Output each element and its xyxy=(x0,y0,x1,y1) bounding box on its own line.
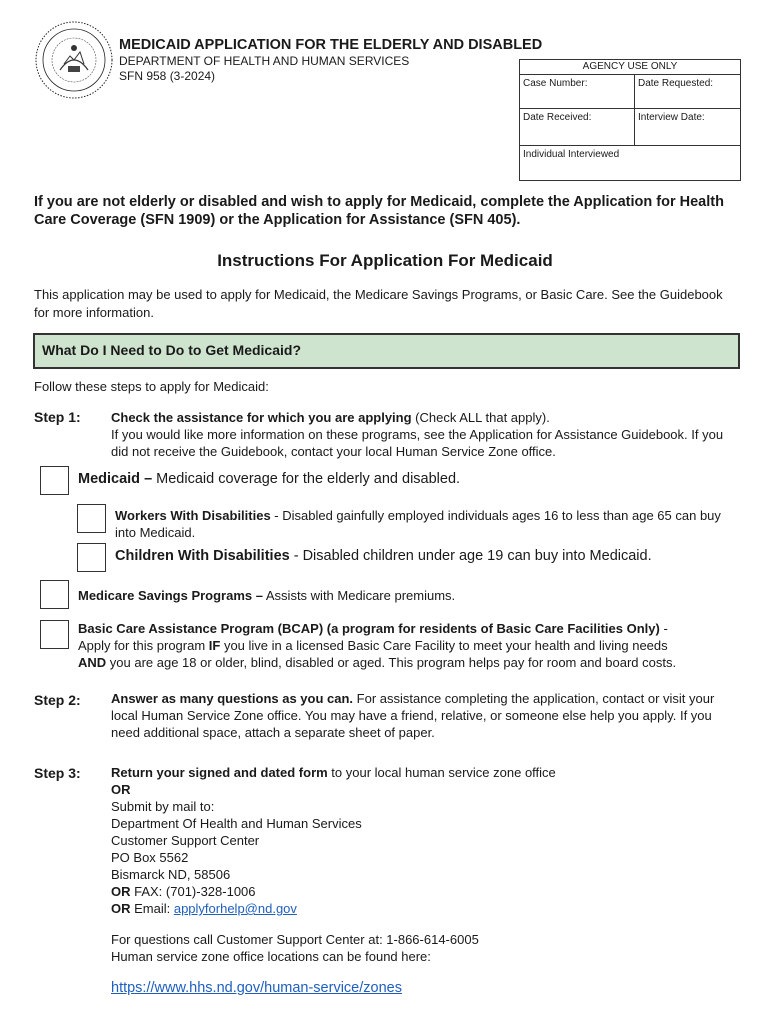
medicaid-option xyxy=(78,471,460,488)
zone-locations-text: Human service zone office locations can be found here: xyxy=(111,949,431,964)
bcap-text-b: you live in a licensed Basic Care Facility to meet your health and living needs xyxy=(220,638,668,653)
address-line-1: Department Of Health and Human Services xyxy=(111,816,362,831)
bcap-checkbox[interactable] xyxy=(40,620,69,649)
step-3-bold: Return your signed and dated form xyxy=(111,765,328,780)
step-2-label: Step 2: xyxy=(34,692,81,708)
section-bar-title: What Do I Need to Do to Get Medicaid? xyxy=(42,342,301,358)
medicare-savings-option xyxy=(78,587,455,604)
bcap-option-name: Basic Care Assistance Program (BCAP) (a program for residents of Basic Care Facilities Only) xyxy=(78,621,660,636)
or-3: OR xyxy=(111,901,131,916)
step-3-label: Step 3: xyxy=(34,765,81,781)
medicaid-option-name: Medicaid – xyxy=(78,471,153,487)
medicaid-option-desc: Medicaid coverage for the elderly and disabled. xyxy=(152,471,461,487)
state-seal-logo xyxy=(34,20,114,100)
agency-use-table xyxy=(519,59,741,181)
instructions-title: Instructions For Application For Medicaid xyxy=(217,251,553,270)
or-2: OR xyxy=(111,884,131,899)
eligibility-warning: If you are not elderly or disabled and wish to apply for Medicaid, complete the Application for Health Care Coverage (SFN 1909) or the Application for Assistance (SFN 405). xyxy=(34,194,724,228)
step-2-bold: Answer as many questions as you can. xyxy=(111,691,354,706)
address-line-3: PO Box 5562 xyxy=(111,850,189,865)
bcap-dash: - xyxy=(659,621,668,636)
bcap-and: AND xyxy=(78,655,107,670)
bcap-text-c: you are age 18 or older, blind, disabled or aged. This program helps pay for room and board costs. xyxy=(106,655,677,670)
zones-url-link[interactable]: https://www.hhs.nd.gov/human-service/zones xyxy=(111,980,402,996)
children-option-name: Children With Disabilities xyxy=(115,548,290,564)
workers-disabilities-option xyxy=(115,507,725,541)
address-line-2: Customer Support Center xyxy=(111,833,260,848)
medicaid-checkbox[interactable] xyxy=(40,466,69,495)
msp-option-name: Medicare Savings Programs – xyxy=(78,588,263,603)
workers-disabilities-checkbox[interactable] xyxy=(77,504,106,533)
intro-text: This application may be used to apply for Medicaid, the Medicare Savings Programs, or Basic Care. See the Guidebook for more information. xyxy=(34,287,723,320)
step-1-rest: (Check ALL that apply). xyxy=(411,410,550,425)
contact-info xyxy=(111,931,731,965)
step-1-label: Step 1: xyxy=(34,409,81,425)
medicare-savings-checkbox[interactable] xyxy=(40,580,69,609)
address-line-4: Bismarck ND, 58506 xyxy=(111,867,231,882)
email-link[interactable]: applyforhelp@nd.gov xyxy=(173,901,297,916)
date-received-field[interactable]: Date Received: xyxy=(520,109,635,146)
step-1-text xyxy=(111,409,731,460)
bcap-option xyxy=(78,620,728,671)
email-label: Email: xyxy=(130,901,174,916)
children-option-desc: - Disabled children under age 19 can buy into Medicaid. xyxy=(289,548,652,564)
form-title: MEDICAID APPLICATION FOR THE ELDERLY AND DISABLED xyxy=(119,37,543,53)
date-requested-field[interactable]: Date Requested: xyxy=(635,75,741,109)
workers-option-name: Workers With Disabilities xyxy=(115,508,271,523)
agency-heading: AGENCY USE ONLY xyxy=(520,60,741,75)
step-2-text xyxy=(111,690,731,741)
step-2-rest: For assistance completing the application, contact or visit your local Human Service Zone office. You may have a friend, relative, or someone else help you apply. If you need additional space, attach a separate sheet of paper. xyxy=(111,691,715,740)
mail-instruction: Submit by mail to: xyxy=(111,799,215,814)
department-name: DEPARTMENT OF HEALTH AND HUMAN SERVICES xyxy=(119,54,410,68)
or-1: OR xyxy=(111,782,131,797)
step-1-bold: Check the assistance for which you are applying xyxy=(111,410,412,425)
children-disabilities-checkbox[interactable] xyxy=(77,543,106,572)
msp-option-desc: Assists with Medicare premiums. xyxy=(262,588,456,603)
interview-date-field[interactable]: Interview Date: xyxy=(635,109,741,146)
questions-phone: For questions call Customer Support Center at: 1-866-614-6005 xyxy=(111,932,479,947)
step-3-text xyxy=(111,764,731,917)
workers-option-desc: - Disabled gainfully employed individuals ages 16 to less than age 65 can buy into Medicaid. xyxy=(115,508,721,540)
form-number: SFN 958 (3-2024) xyxy=(119,69,216,83)
step-3-rest: to your local human service zone office xyxy=(327,765,556,780)
children-disabilities-option xyxy=(115,548,652,565)
bcap-if: IF xyxy=(208,638,221,653)
case-number-field[interactable]: Case Number: xyxy=(520,75,635,109)
step-1-line2: If you would like more information on these programs, see the Application for Assistance Guidebook. If you did not receive the Guidebook, contact your local Human Service Zone office. xyxy=(111,427,724,459)
individual-interviewed-field[interactable]: Individual Interviewed xyxy=(520,146,741,181)
fax-number: FAX: (701)-328-1006 xyxy=(130,884,256,899)
zones-url-container xyxy=(111,980,402,996)
bcap-text-a: Apply for this program xyxy=(78,638,209,653)
follow-steps-text: Follow these steps to apply for Medicaid: xyxy=(34,379,269,394)
